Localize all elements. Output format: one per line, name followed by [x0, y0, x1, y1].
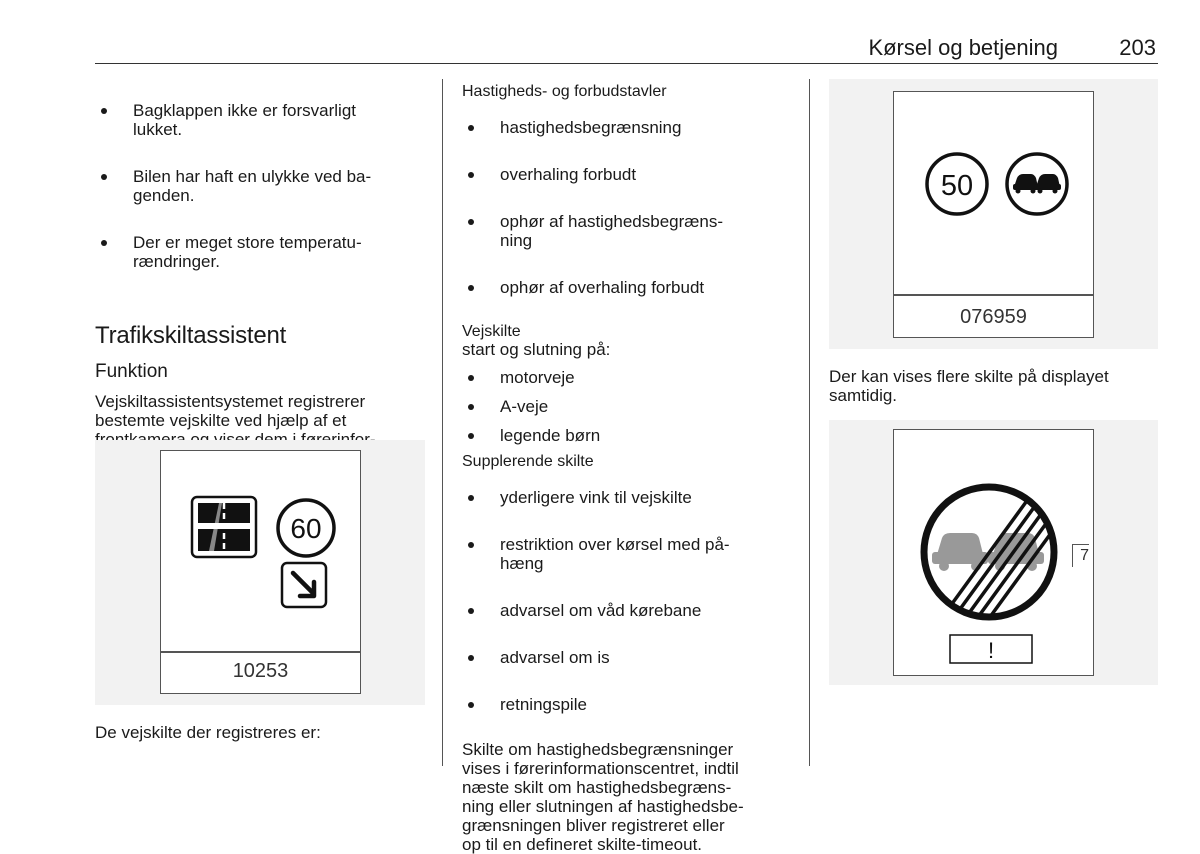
column-divider: [442, 79, 443, 766]
bullet-icon: [468, 219, 474, 225]
page-number: 203: [1119, 35, 1156, 60]
bullet-icon: [468, 285, 474, 291]
group-intro: start og slutning på:: [462, 340, 611, 359]
figure-caption: Der kan vises flere skilte på displayet samtidig.: [829, 367, 1109, 405]
list-item: A-veje: [462, 397, 792, 416]
column-divider: [809, 79, 810, 766]
list-item: motorveje: [462, 368, 792, 387]
bullet-icon: [101, 108, 107, 114]
list-item: ophør af overhaling forbudt: [462, 278, 792, 297]
group-heading: Supplerende skilte: [462, 453, 594, 470]
bullet-list: [95, 83, 425, 299]
bullet-icon: [468, 495, 474, 501]
divider: [161, 651, 360, 653]
list-item: legende børn: [462, 426, 792, 445]
sign-code: 10253: [232, 660, 289, 682]
arrow-down-right-icon: [282, 563, 326, 607]
display-screen: [893, 429, 1094, 676]
section-heading: Trafikskiltassistent: [95, 322, 287, 349]
list-item: overhaling forbudt: [462, 165, 792, 184]
speed-limit-value: 50: [940, 170, 974, 202]
header-rule: [95, 63, 1158, 64]
list-item: retningspile: [462, 695, 792, 714]
column-middle: [462, 84, 792, 854]
speed-limit-value: 60: [290, 513, 322, 544]
bullet-icon: [468, 125, 474, 131]
exclamation-mark: !: [987, 638, 995, 663]
no-overtaking-icon: [1007, 154, 1067, 214]
motorway-icon: [192, 497, 256, 557]
group-heading: Hastigheds- og forbudstavler: [462, 83, 667, 100]
display-screen: [893, 91, 1094, 338]
figure-caption: De vejskilte der registreres er:: [95, 723, 321, 742]
speed-limit-sign: [278, 500, 334, 556]
bullet-list: [462, 100, 792, 325]
sign-code: 076959: [960, 306, 1027, 328]
bullet-icon: [468, 655, 474, 661]
body-paragraph: Vejskiltassistentsystemet registrerer bestemte vejskilte ved hjælp af et: [95, 392, 366, 430]
list-item: advarsel om våd kørebane: [462, 601, 792, 620]
bullet-icon: [468, 433, 474, 439]
bullet-list: [462, 470, 792, 742]
subsection-heading: Funktion: [95, 361, 168, 382]
side-marker: 7: [1072, 544, 1089, 567]
group-heading: Vejskilte: [462, 323, 521, 340]
sign-illustration: [894, 92, 1093, 292]
sign-illustration: [894, 430, 1093, 675]
list-item: Bilen har haft en ulykke ved ba- genden.: [95, 167, 425, 205]
end-of-no-overtaking-icon: [924, 487, 1062, 628]
list-item: hastighedsbegrænsning: [462, 118, 792, 137]
list-item: Bagklappen ikke er forsvarligt lukket.: [95, 101, 425, 139]
sign-illustration: [161, 451, 360, 651]
list-item: yderligere vink til vejskilte: [462, 488, 792, 507]
bullet-icon: [468, 542, 474, 548]
page-header: [95, 34, 1158, 62]
bullet-icon: [101, 174, 107, 180]
list-item: Der er meget store temperatu- rændringer.: [95, 233, 425, 271]
body-paragraph: Skilte om hastighedsbegrænsninger vises i førerinformationscentret, indtil næste skilt om hastighedsbegræns- ning eller slutningen af hastighedsbe- grænsningen bliver registreret eller op til en defineret skilte-timeout.: [462, 740, 744, 854]
divider: [894, 294, 1093, 296]
display-screen: [160, 450, 361, 694]
list-item: ophør af hastighedsbegræns- ning: [462, 212, 792, 250]
bullet-icon: [468, 375, 474, 381]
section-title: Kørsel og betjening: [868, 35, 1058, 60]
bullet-icon: [468, 702, 474, 708]
bullet-icon: [101, 240, 107, 246]
bullet-icon: [468, 608, 474, 614]
speed-limit-sign: [927, 154, 987, 214]
bullet-list: [462, 368, 792, 445]
bullet-icon: [468, 404, 474, 410]
bullet-icon: [468, 172, 474, 178]
list-item: restriktion over kørsel med på- hæng: [462, 535, 792, 573]
column-left: [95, 83, 425, 468]
list-item: advarsel om is: [462, 648, 792, 667]
